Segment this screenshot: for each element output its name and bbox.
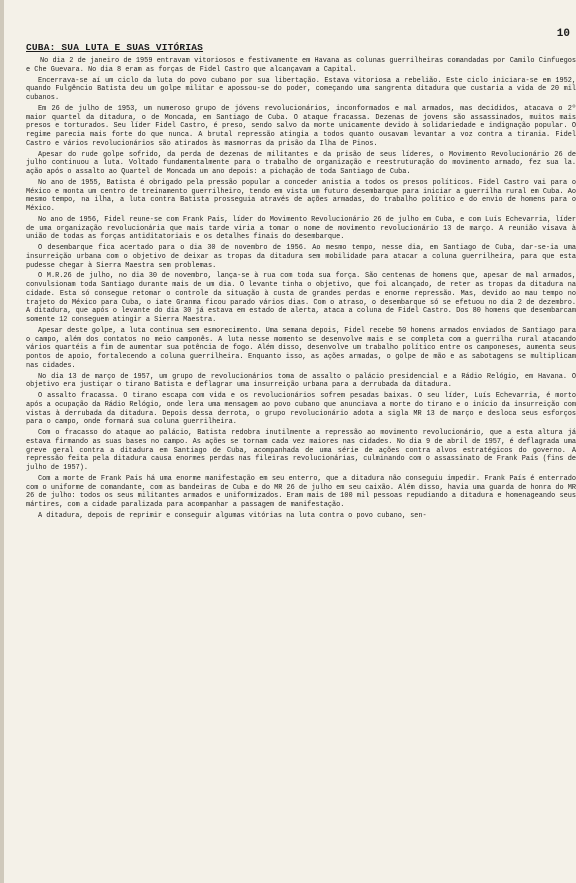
paragraph: Apesar deste golpe, a luta continua sem esmorecimento. Uma semana depois, Fidel recebe 50 homens armados enviados de Santiago para o campo, além dos contatos no meio camponês. A luta nesse momento se desenvolve mais e se completa com a guerrilha rural atacando vários quartéis a fim de aumentar sua potência de fogo. Além disso, desenvolve um trabalho político entre os camponeses, aumenta seus pontos de apoio, fortalecendo a coluna guerrilheira. Enquanto isso, as ações armadas, o golpe de mão e as sabotagens se multiplicam nas cidades.: [26, 326, 576, 370]
paragraph: No dia 2 de janeiro de 1959 entravam vitoriosos e festivamente em Havana as colunas guerrilheiras comandadas por Camilo Cinfuegos e Che Guevara. No dia 8 eram as forças de Fidel Castro que alcançavam a Capital.: [26, 57, 576, 74]
document-title: CUBA: SUA LUTA E SUAS VITÓRIAS: [26, 42, 204, 53]
paragraph: Encerrava-se aí um ciclo da luta do povo cubano por sua libertação. Estava vitoriosa a rebelião. Este ciclo iniciara-se em 1952, quando Fulgêncio Batista deu um golpe militar e apossou-se do poder, começando uma sangrenta ditadura que custaria a vida de 20 mil cubanos.: [26, 76, 576, 102]
paragraph: Em 26 de julho de 1953, um numeroso grupo de jóvens revolucionários, inconformados e mal armados, mas decididos, atacava o 2º maior quartel da ditadura, o de Moncada, em Santiago de Cuba. O ataque fracassa. Dezenas de jovens são assassinados, muitos mais presos e torturados. Seu líder Fidel Castro, é preso, sendo salvo da morte unicamente devido à solidariedade e indignação popular. O regime parecia mais forte do que nunca. A brutal repressão atingia a todos quanto ousavam levantar a voz contra a tirania. Fidel Castro e vários revolucionários são atirados às masmorras da prisão da Ilha de Pinos.: [26, 104, 576, 148]
page-number: 10: [556, 28, 570, 40]
document-body: [26, 57, 576, 523]
paragraph: O desembarque fica acertado para o dia 30 de novembro de 1956. Ao mesmo tempo, nesse dia, em Santiago de Cuba, dar-se-ia uma insurreição urbana com o objetivo de deixar as tropas da ditadura sem mobilidade para atacar a coluna guerrilheira, para que esta pudesse chegar à Sierra Maestra sem problemas.: [26, 244, 576, 270]
paragraph: No ano de 1955, Batista é obrigado pela pressão popular a conceder anistia a todos os presos políticos. Fidel Castro vai para o México e monta um centro de treinamento guerrilheiro, tendo em vista um futuro desembarque para iniciar a guerrilha rural em Cuba. Ao mesmo tempo, na ilha, a luta contra Batista prosseguia através de ações armadas, do trabalho político e do envio de homens para o México.: [26, 178, 576, 213]
paragraph: O M.R.26 de julho, no dia 30 de novembro, lança-se à rua com toda sua força. São centenas de homens que, apesar de mal armados, convulsionam toda Santiago durante mais de um dia. O levante tinha o objetivo, que foi alcançado, de reter as tropas da ditadura na cidade. Esta só consegue retomar o controle da situação à custa de grandes perdas e enorme repressão. Mas, devido ao mau tempo no trajeto do México para Cuba, o iate Granma ficou parado vários dias. Com o atraso, o desembarque só se efetuou no dia 2 de dezembro. A ditadura, que após o levante do dia 30 já estava em estado de alerta, ataca a coluna de Fidel Castro. Dos 80 homens que desembarcam somente 12 conseguem atingir a Sierra Maestra.: [26, 272, 576, 324]
paragraph: Com a morte de Frank País há uma enorme manifestação em seu enterro, que a ditadura não conseguiu impedir. Frank País é enterrado com o uniforme de comandante, com as bandeiras de Cuba e do MR 26 de julho em seu caixão. Além disso, havia uma guarda de honra do MR 26 de julho: todos os seus militantes armados e uniformizados. Eram mais de 100 mil pessoas repudiando a ditadura e homenageando seus mártires, com a cidade paralizada para acompanhar a passagem de manifestação.: [26, 474, 576, 509]
paragraph: No dia 13 de março de 1957, um grupo de revolucionários toma de assalto o palácio presidencial e a Rádio Relógio, em Havana. O objetivo era justiçar o tirano Batista e deflagrar uma insurreição urbana para a derrubada da ditadura.: [26, 372, 576, 390]
paragraph: No ano de 1956, Fidel reune-se com Frank País, líder do Movimento Revolucionário 26 de julho em Cuba, e com Luís Echevarria, líder de uma organização revolucionária que mais tarde viria a tomar o nome de movimento revolucionário 13 de março. A reunião visava à união de todas as forças antiditatoriais e os detalhes finais do desembarque.: [26, 215, 576, 242]
paragraph: A ditadura, depois de reprimir e conseguir algumas vitórias na luta contra o povo cubano, sen-: [38, 511, 427, 520]
paragraph: O assalto fracassa. O tirano escapa com vida e os revolucionários sofrem pesadas baixas. O seu líder, Luís Echevarria, é morto após a ocupação da Rádio Relógio, onde lera uma mensagem ao povo cubano que anunciava a morte do tirano e o início da insurreição com vistas à derrubada da ditadura. Depois dessa derrota, o grupo revolucionário adota a sigla MR 13 de março e desloca seus esforços para o campo, onde formará sua coluna guerrilheira.: [26, 392, 576, 427]
paragraph: Apesar do rude golpe sofrido, da perda de dezenas de militantes e da prisão de seus líderes, o Movimento Revolucionário 26 de julho continuou a luta. Voltado fundamentalmente para o trabalho de organização e reestruturação do movimento armado, fez sua la. ação após o assalto ao Quartel de Moncada um ano depois: a pichação de toda Santiago de Cuba.: [26, 150, 576, 176]
paragraph: Com o fracasso do ataque ao palácio, Batista redobra inutilmente a repressão ao movimento revolucionário, que a esta altura já estava firmando as suas bases no campo. As ações se tornam cada vez maiores nas cidades. No dia 9 de abril de 1957, é deflagrada uma greve geral contra a ditadura em Santiago de Cuba, acompanhada de uma série de ações contra alvos estratégicos do governo. A repressão feita pela ditadura causa enormes perdas nas fileiras revolucionárias, culminando com o assassinato de Frank País (fins de julho de 1957).: [26, 429, 576, 472]
